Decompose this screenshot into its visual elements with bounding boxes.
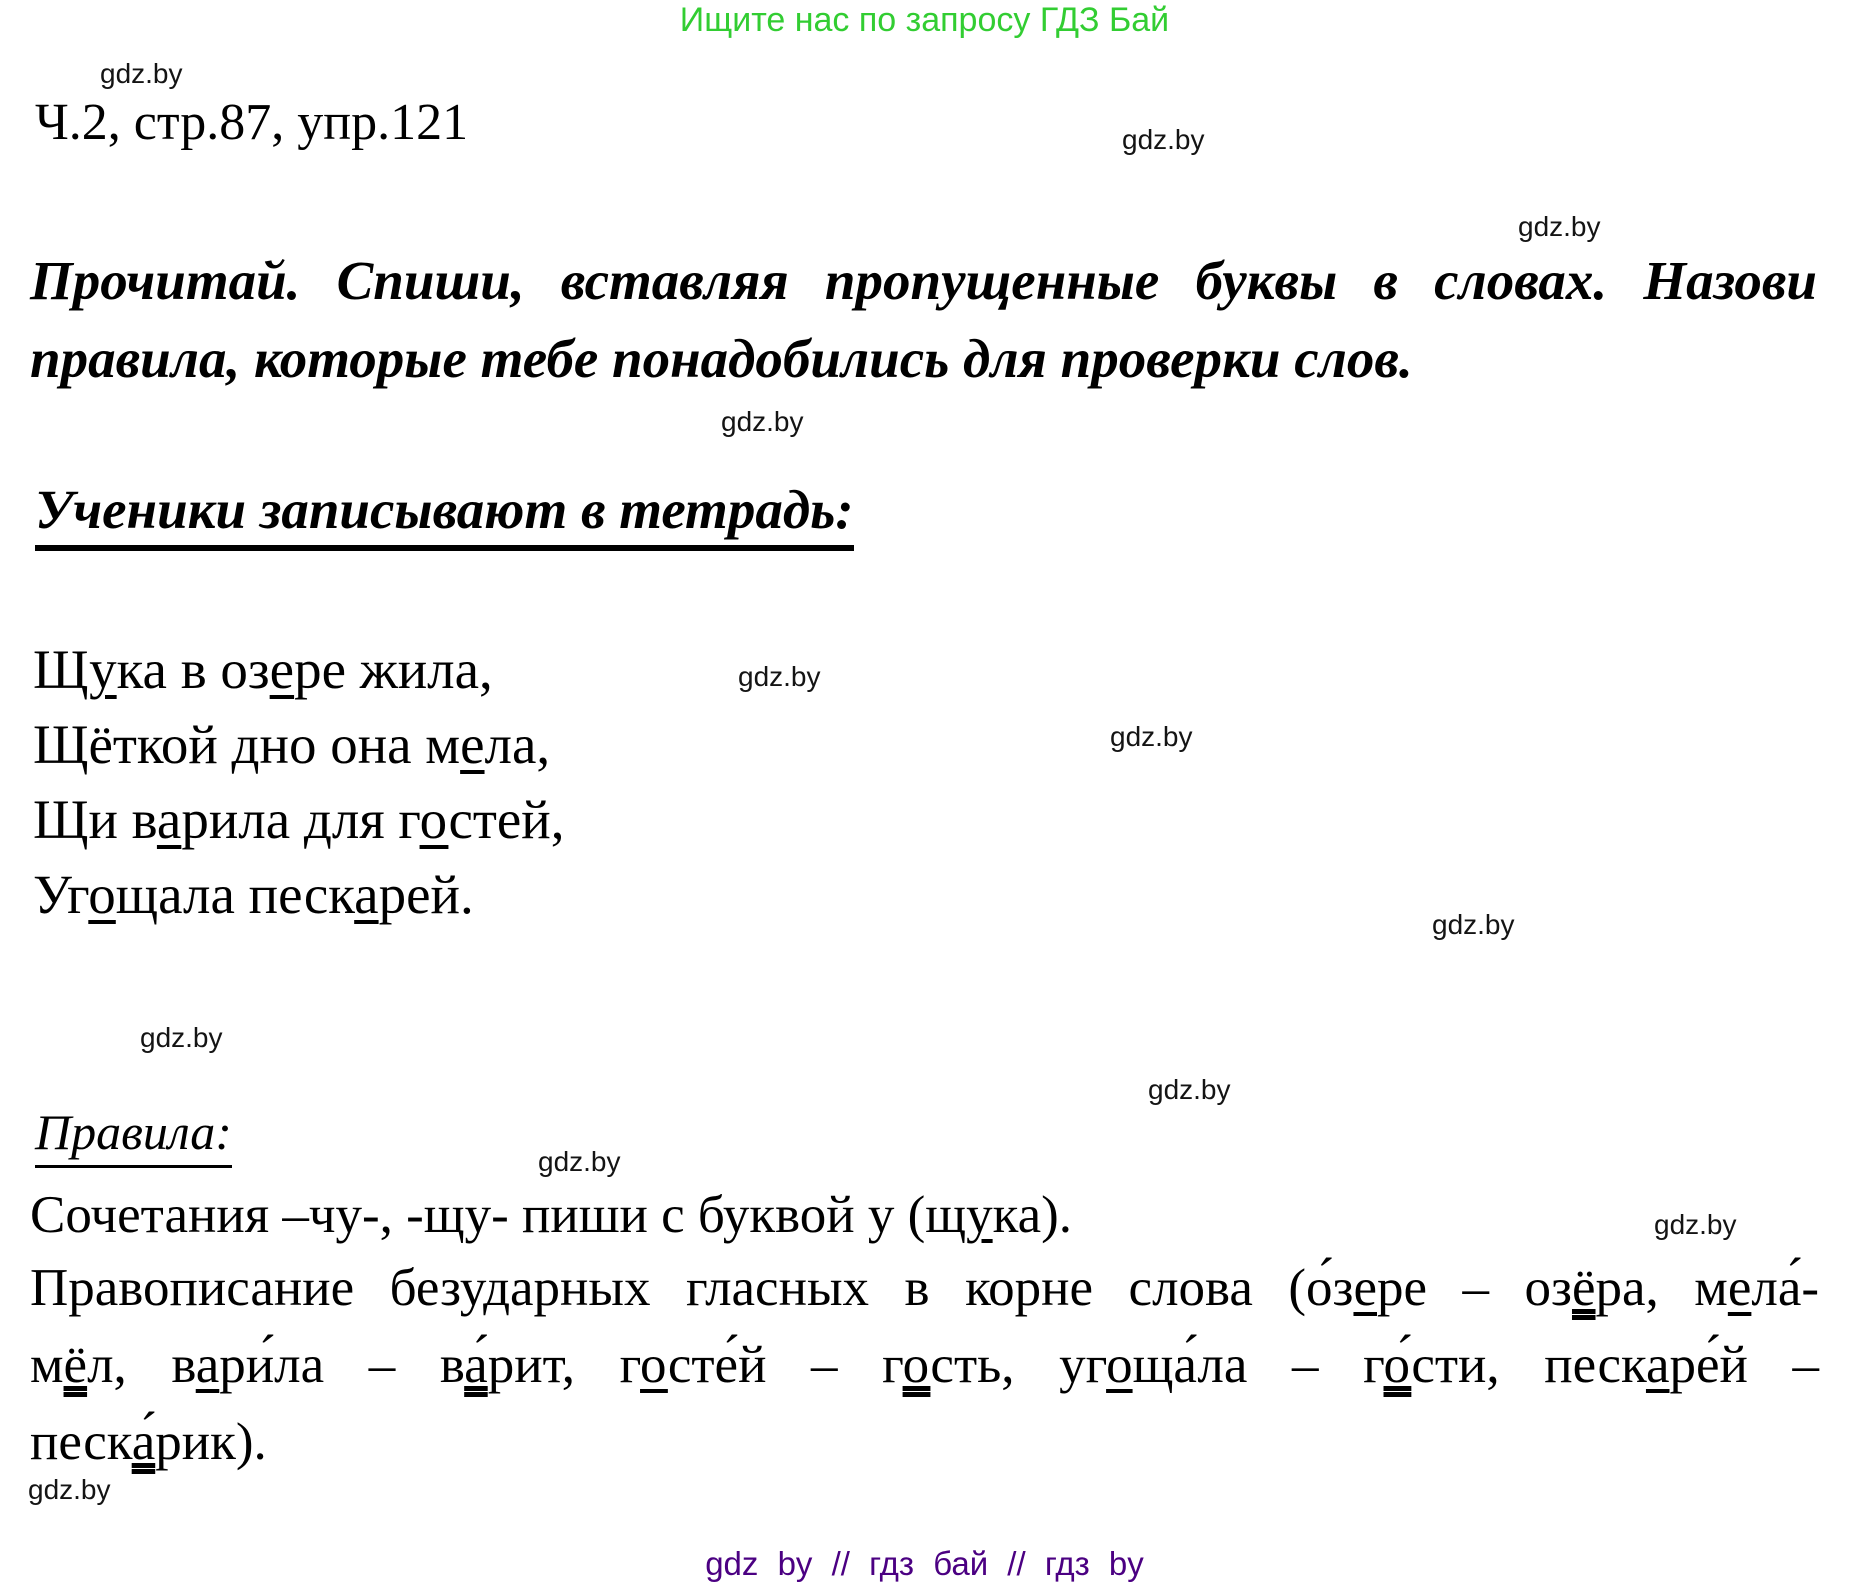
task-line-2: правила, которые тебе понадобились для проверки слов. xyxy=(30,328,1413,389)
marked-letter: у xyxy=(966,1186,993,1244)
rule2-line-3 xyxy=(30,1404,1819,1481)
text-segment: ре́й – xyxy=(1669,1336,1819,1394)
rule-chu-schu xyxy=(30,1184,1072,1248)
notebook-heading xyxy=(35,478,854,541)
text-segment: Щ xyxy=(33,639,90,700)
text-segment: ща́ла – г xyxy=(1132,1336,1384,1394)
poem-line-2 xyxy=(33,707,564,782)
marked-letter: у xyxy=(89,639,117,700)
gdz-watermark: gdz.by xyxy=(1122,124,1205,155)
marked-letter: е xyxy=(269,639,295,700)
poem-line-3 xyxy=(33,782,564,857)
gdz-watermark: gdz.by xyxy=(1654,1209,1737,1240)
marked-letter: а xyxy=(354,864,379,925)
poem-line-4 xyxy=(33,857,564,932)
text-segment: рик). xyxy=(155,1413,267,1471)
text-segment: Правописание безударных гласных в корне слова (о́з xyxy=(30,1259,1354,1317)
text-segment: ра, м xyxy=(1595,1259,1728,1317)
poem-line-1 xyxy=(33,632,564,707)
marked-letter: ё xyxy=(1571,1259,1596,1317)
marked-letter: е xyxy=(1727,1259,1752,1317)
text-segment: щала песк xyxy=(115,864,355,925)
task-description xyxy=(30,242,1817,398)
text-segment: ре – оз xyxy=(1377,1259,1572,1317)
text-segment: м xyxy=(30,1336,64,1394)
poem-block xyxy=(33,632,564,932)
text-segment: ре жила, xyxy=(294,639,493,700)
marked-letter: о xyxy=(640,1336,668,1394)
gdz-watermark: gdz.by xyxy=(140,1022,223,1053)
promo-banner-text: Ищите нас по запросу ГДЗ Бай xyxy=(679,1,1170,39)
text-segment: стей, xyxy=(448,789,565,850)
marked-letter: а́ xyxy=(131,1413,156,1471)
text-segment: Уг xyxy=(33,864,89,925)
text-segment: ла́- xyxy=(1751,1259,1819,1317)
footer-links: gdz by // гдз бай // гдз by xyxy=(705,1545,1144,1582)
text-segment: Сочетания –чу-, -щу- пиши с буквой у (щ xyxy=(30,1186,967,1244)
rules-heading xyxy=(35,1104,232,1162)
text-segment: ка). xyxy=(992,1186,1072,1244)
text-segment: л, в xyxy=(87,1336,196,1394)
rule2-line-1 xyxy=(30,1250,1819,1327)
text-segment: сти, песк xyxy=(1411,1336,1646,1394)
gdz-watermark: gdz.by xyxy=(721,406,804,437)
rule-unstressed-vowels xyxy=(30,1250,1819,1481)
gdz-watermark: gdz.by xyxy=(1148,1074,1231,1105)
text-segment: сть, уг xyxy=(930,1336,1107,1394)
rule2-line-2 xyxy=(30,1327,1819,1404)
gdz-watermark: gdz.by xyxy=(1518,211,1601,242)
text-segment: ри́ла – в xyxy=(219,1336,465,1394)
marked-letter: а xyxy=(195,1336,220,1394)
notebook-heading-text: Ученики записывают в тетрадь: xyxy=(35,479,854,551)
marked-letter: а xyxy=(1645,1336,1670,1394)
marked-letter: о xyxy=(419,789,449,850)
gdz-watermark: gdz.by xyxy=(1110,721,1193,752)
text-segment: рила для г xyxy=(181,789,420,850)
task-line-1: Прочитай. Спиши, вставляя пропущенные буквы в словах. Назови xyxy=(30,250,1817,311)
text-segment: ла, xyxy=(484,714,551,775)
gdz-watermark: gdz.by xyxy=(100,58,183,89)
marked-letter: е xyxy=(460,714,485,775)
gdz-watermark: gdz.by xyxy=(28,1474,111,1505)
gdz-watermark: gdz.by xyxy=(538,1146,621,1177)
text-segment: рей. xyxy=(378,864,474,925)
text-segment: Щёткой дно она м xyxy=(33,714,461,775)
gdz-watermark: gdz.by xyxy=(1432,909,1515,940)
marked-letter: а́ xyxy=(464,1336,488,1394)
text-segment: ка в оз xyxy=(116,639,270,700)
marked-letter: ё xyxy=(63,1336,88,1394)
rules-heading-text: Правила: xyxy=(35,1104,232,1168)
gdz-watermark: gdz.by xyxy=(738,661,821,692)
text-segment: рит, г xyxy=(487,1336,641,1394)
text-segment: Щи в xyxy=(33,789,157,850)
marked-letter: а xyxy=(156,789,182,850)
marked-letter: о́ xyxy=(1383,1336,1412,1394)
marked-letter: о xyxy=(1106,1336,1133,1394)
text-segment: сте́й – г xyxy=(667,1336,903,1394)
marked-letter: о xyxy=(902,1336,931,1394)
marked-letter: е xyxy=(1353,1259,1377,1317)
text-segment: песк xyxy=(30,1413,132,1471)
marked-letter: о xyxy=(88,864,116,925)
exercise-reference: Ч.2, стр.87, упр.121 xyxy=(35,94,469,151)
